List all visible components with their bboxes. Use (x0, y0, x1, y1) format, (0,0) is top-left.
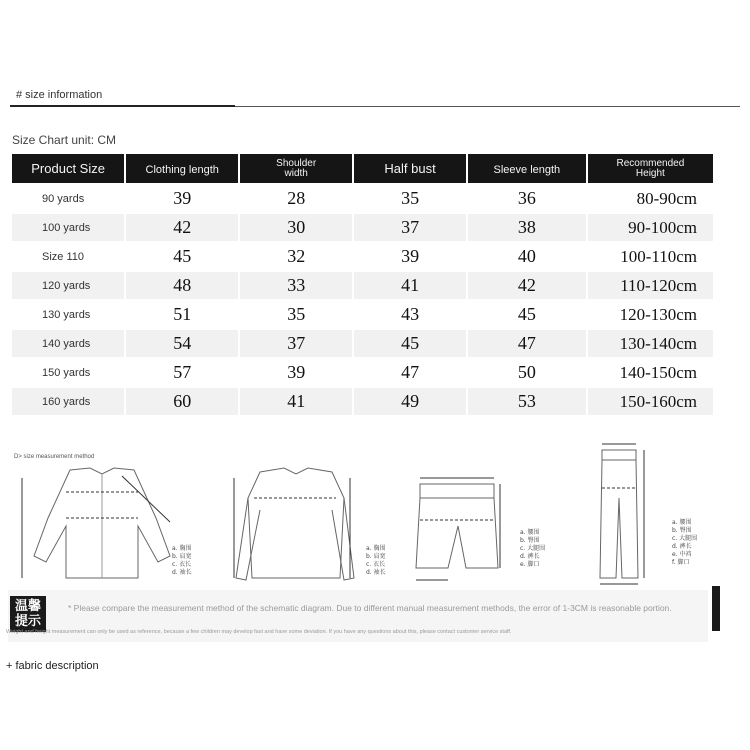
sweater-legend-b: b. 肩宽 (366, 553, 386, 560)
cell-recommended-height: 140-150cm (619, 362, 697, 382)
reminder-badge: 温馨 提示 (10, 596, 46, 632)
shirt-legend-b: b. 肩宽 (172, 553, 192, 560)
cell-clothing-length: 57 (173, 362, 192, 382)
shirt-legend-c: c. 衣长 (172, 561, 192, 568)
cell-recommended-height: 120-130cm (619, 304, 697, 324)
pants-legend (672, 518, 697, 566)
shorts-legend-c: c. 大腿围 (520, 545, 546, 552)
shirt-legend (172, 544, 192, 576)
table-row (12, 214, 713, 241)
cell-shoulder-width: 33 (240, 272, 352, 299)
shorts-legend-a: a. 腰围 (520, 529, 540, 536)
cell-shoulder-width: 41 (240, 388, 352, 415)
measurement-method-caption: D> size measurement method (14, 454, 95, 460)
col-header-half-bust: Half bust (354, 154, 466, 183)
table-header-row (12, 154, 713, 183)
title-divider-thick (10, 105, 235, 107)
size-chart-table (10, 152, 715, 417)
col-header-recommended-height: Recommended Height (588, 154, 713, 183)
cell-product-size: 130 yards (42, 308, 91, 321)
fabric-description-title: + fabric description (6, 660, 99, 672)
shorts-legend-d: d. 裤长 (520, 553, 540, 560)
cell-recommended-height: 90-100cm (588, 214, 713, 241)
measurement-diagrams (10, 438, 740, 586)
cell-recommended-height: 80-90cm (636, 188, 697, 208)
pants-legend-a: a. 腰围 (672, 519, 692, 526)
shorts-legend-e: e. 脚口 (520, 561, 540, 568)
pants-legend-d: d. 裤长 (672, 543, 692, 550)
reminder-small-text: Weight and height measurement can only be used as reference, because a few children may develop fast and have some deviation. If you have any questions about this, please contact customer service staff. (6, 629, 512, 635)
cell-clothing-length: 39 (173, 188, 192, 208)
cell-product-size: 160 yards (12, 388, 124, 415)
size-chart-unit-label: Size Chart unit: CM (12, 133, 117, 147)
cell-shoulder-width: 39 (287, 362, 306, 382)
cell-sleeve-length: 40 (517, 246, 536, 266)
cell-sleeve-length: 36 (517, 188, 536, 208)
table-row (12, 185, 713, 212)
cell-clothing-length: 45 (173, 246, 192, 266)
cell-recommended-height: 110-120cm (588, 272, 713, 299)
table-row (12, 330, 713, 357)
cell-product-size: 150 yards (42, 366, 91, 379)
size-information-title: # size information (16, 89, 103, 101)
table-row (12, 272, 713, 299)
cell-half-bust: 47 (401, 362, 420, 382)
decorative-dark-bar (712, 586, 720, 631)
cell-shoulder-width: 28 (287, 188, 306, 208)
table-row (12, 359, 713, 386)
table-row (12, 388, 713, 415)
shorts-legend (520, 528, 545, 568)
pants-legend-f: f. 脚口 (672, 559, 690, 566)
cell-sleeve-length: 53 (468, 388, 586, 415)
cell-clothing-length: 51 (173, 304, 192, 324)
cell-product-size: Size 110 (42, 250, 84, 263)
cell-product-size: 90 yards (42, 192, 85, 205)
cell-sleeve-length: 42 (468, 272, 586, 299)
cell-half-bust: 49 (354, 388, 466, 415)
cell-clothing-length: 48 (126, 272, 238, 299)
cell-recommended-height: 150-160cm (588, 388, 713, 415)
sweater-legend-c: c. 衣长 (366, 561, 386, 568)
sweater-legend (366, 544, 386, 576)
sweater-legend-d: d. 袖长 (366, 569, 386, 576)
cell-sleeve-length: 50 (517, 362, 536, 382)
reminder-text: * Please compare the measurement method of the schematic diagram. Due to different manual measurement methods, the error of 1-3CM is reasonable portion. (68, 603, 672, 613)
cell-sleeve-length: 45 (517, 304, 536, 324)
sweater-legend-a: a. 胸围 (366, 545, 386, 552)
pants-legend-e: e. 中裆 (672, 551, 692, 558)
col-header-product-size: Product Size (12, 154, 124, 183)
title-divider-thin (235, 106, 740, 107)
cell-half-bust: 41 (354, 272, 466, 299)
cell-product-size: 100 yards (12, 214, 124, 241)
table-row (12, 301, 713, 328)
shirt-legend-d: d. 袖长 (172, 569, 192, 576)
cell-shoulder-width: 37 (240, 330, 352, 357)
cell-product-size: 120 yards (12, 272, 124, 299)
cell-recommended-height: 100-110cm (620, 246, 697, 266)
sweater-diagram (234, 468, 354, 580)
cell-half-bust: 37 (354, 214, 466, 241)
cell-shoulder-width: 35 (287, 304, 306, 324)
cell-half-bust: 45 (354, 330, 466, 357)
pants-legend-b: b. 臀围 (672, 527, 692, 534)
table-row (12, 243, 713, 270)
shorts-legend-b: b. 臀围 (520, 537, 540, 544)
cell-half-bust: 39 (401, 246, 420, 266)
cell-product-size: 140 yards (12, 330, 124, 357)
shirt-diagram (22, 468, 170, 578)
cell-clothing-length: 60 (126, 388, 238, 415)
col-header-clothing-length: Clothing length (126, 154, 238, 183)
shorts-diagram (416, 478, 500, 580)
cell-shoulder-width: 32 (287, 246, 306, 266)
cell-recommended-height: 130-140cm (588, 330, 713, 357)
cell-sleeve-length: 47 (468, 330, 586, 357)
pants-legend-c: c. 大腿围 (672, 535, 698, 542)
shirt-legend-a: a. 胸围 (172, 545, 192, 552)
cell-half-bust: 35 (401, 188, 420, 208)
cell-clothing-length: 54 (126, 330, 238, 357)
cell-sleeve-length: 38 (468, 214, 586, 241)
cell-clothing-length: 42 (126, 214, 238, 241)
cell-half-bust: 43 (401, 304, 420, 324)
col-header-sleeve-length: Sleeve length (468, 154, 586, 183)
pants-diagram (600, 444, 644, 584)
col-header-shoulder-width: Shoulder width (240, 154, 352, 183)
cell-shoulder-width: 30 (240, 214, 352, 241)
